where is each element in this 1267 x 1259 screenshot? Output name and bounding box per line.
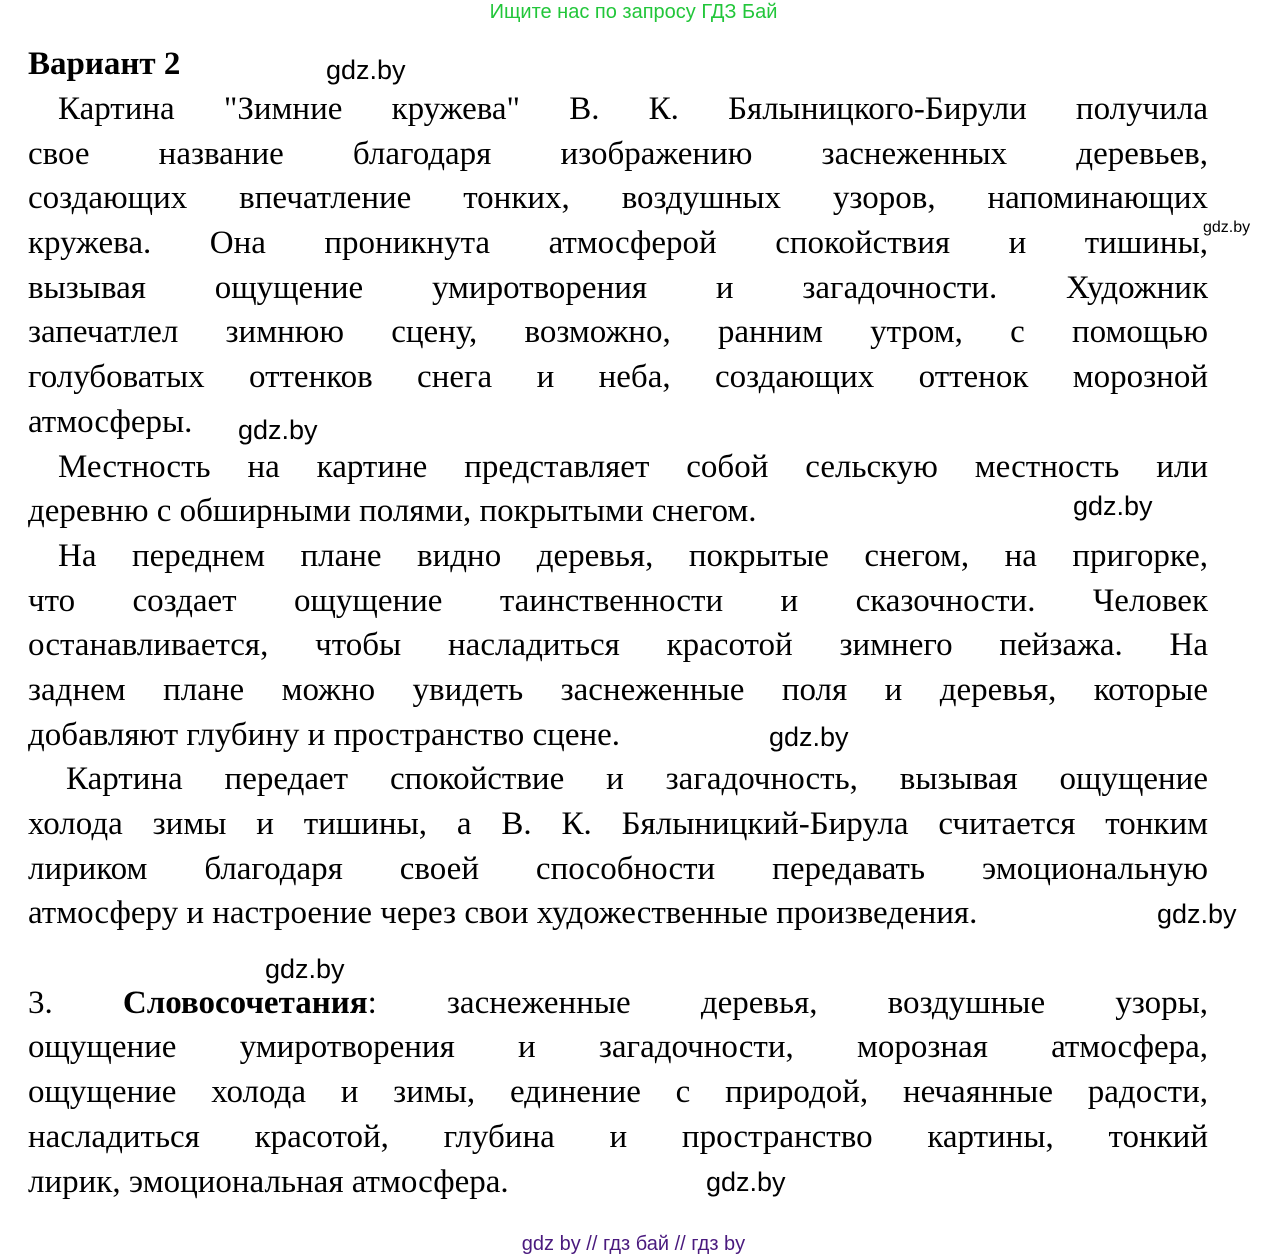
bold-term: Словосочетания bbox=[122, 984, 368, 1021]
line-text: запечатлел зимнюю сцену, возможно, ранним утром, с помощью bbox=[28, 314, 1208, 351]
text-line bbox=[28, 221, 1208, 266]
variant-heading: Вариант 2 bbox=[28, 46, 181, 82]
text-line bbox=[28, 400, 1208, 445]
line-text: лириком благодаря своей способности передавать эмоциональную bbox=[28, 850, 1208, 887]
line-text: лирик, эмоциональная атмосфера. bbox=[28, 1163, 509, 1200]
text-line bbox=[28, 445, 1208, 490]
text-line bbox=[28, 87, 1208, 132]
line-text: атмосферу и настроение через свои художественные произведения. bbox=[28, 895, 978, 932]
watermark: gdz.by bbox=[326, 55, 406, 85]
text-line bbox=[28, 847, 1208, 892]
watermark: gdz.by bbox=[265, 954, 345, 984]
line-text: что создает ощущение таинственности и сказочности. Человек bbox=[28, 582, 1208, 619]
text-line bbox=[28, 936, 1208, 981]
text-line bbox=[28, 579, 1208, 624]
line-text: На переднем плане видно деревья, покрытые снегом, на пригорке, bbox=[58, 537, 1208, 574]
text-line bbox=[28, 668, 1208, 713]
watermark: gdz.by bbox=[1157, 899, 1237, 929]
line-text: голубоватых оттенков снега и неба, создающих оттенок морозной bbox=[28, 359, 1208, 396]
line-text: ощущение холода и зимы, единение с природой, нечаянные радости, bbox=[28, 1074, 1208, 1111]
line-text: атмосферы. bbox=[28, 403, 193, 440]
line-text: насладиться красотой, глубина и пространство картины, тонкий bbox=[28, 1118, 1208, 1155]
text-line bbox=[28, 757, 1208, 802]
text-line bbox=[28, 981, 1208, 1026]
line-text: останавливается, чтобы насладиться красотой зимнего пейзажа. На bbox=[28, 627, 1208, 664]
top-search-banner: Ищите нас по запросу ГДЗ Бай bbox=[489, 1, 778, 23]
line-text: Картина передает спокойствие и загадочность, вызывая ощущение bbox=[66, 761, 1208, 798]
text-line bbox=[28, 623, 1208, 668]
text-line bbox=[28, 534, 1208, 579]
line-text: добавляют глубину и пространство сцене. bbox=[28, 716, 621, 753]
text-line bbox=[28, 1070, 1208, 1115]
text-line bbox=[28, 489, 1208, 534]
line-text: холода зимы и тишины, а В. К. Бялыницкий-Бирула считается тонким bbox=[28, 806, 1208, 842]
watermark: gdz.by bbox=[238, 415, 318, 445]
watermark: gdz.by bbox=[1073, 491, 1153, 521]
line-text: деревню с обширными полями, покрытыми снегом. bbox=[28, 493, 757, 530]
text-line bbox=[28, 802, 1208, 847]
watermark: gdz.by bbox=[1203, 219, 1251, 236]
line-text: создающих впечатление тонких, воздушных узоров, напоминающих bbox=[28, 180, 1208, 217]
watermark: gdz.by bbox=[769, 722, 849, 752]
line-text: свое название благодаря изображению заснеженных деревьев, bbox=[28, 135, 1208, 172]
watermark: gdz.by bbox=[706, 1167, 786, 1197]
line-text: ощущение умиротворения и загадочности, морозная атмосфера, bbox=[28, 1029, 1208, 1066]
text-line bbox=[28, 1025, 1208, 1070]
text-line bbox=[28, 1115, 1208, 1160]
line-text: кружева. Она проникнута атмосферой спокойствия и тишины, bbox=[28, 225, 1208, 262]
bottom-footer-banner: gdz by // гдз бай // гдз by bbox=[521, 1233, 746, 1255]
text-line bbox=[28, 355, 1208, 400]
text-line bbox=[28, 132, 1208, 177]
line-text: вызывая ощущение умиротворения и загадочности. Художник bbox=[28, 269, 1208, 306]
line-text: : заснеженные деревья, воздушные узоры, bbox=[367, 984, 1209, 1021]
document-body bbox=[28, 87, 1208, 1204]
line-text: заднем плане можно увидеть заснеженные поля и деревья, которые bbox=[28, 671, 1208, 708]
text-line bbox=[28, 310, 1208, 355]
line-text: 3. bbox=[28, 984, 123, 1021]
text-line bbox=[28, 891, 1208, 936]
text-line bbox=[28, 1160, 1208, 1205]
line-text: Местность на картине представляет собой сельскую местность или bbox=[58, 448, 1208, 485]
text-line bbox=[28, 713, 1208, 758]
line-text: Картина "Зимние кружева" В. К. Бялыницкого-Бирули получила bbox=[58, 91, 1208, 127]
text-line bbox=[28, 266, 1208, 311]
text-line bbox=[28, 176, 1208, 221]
